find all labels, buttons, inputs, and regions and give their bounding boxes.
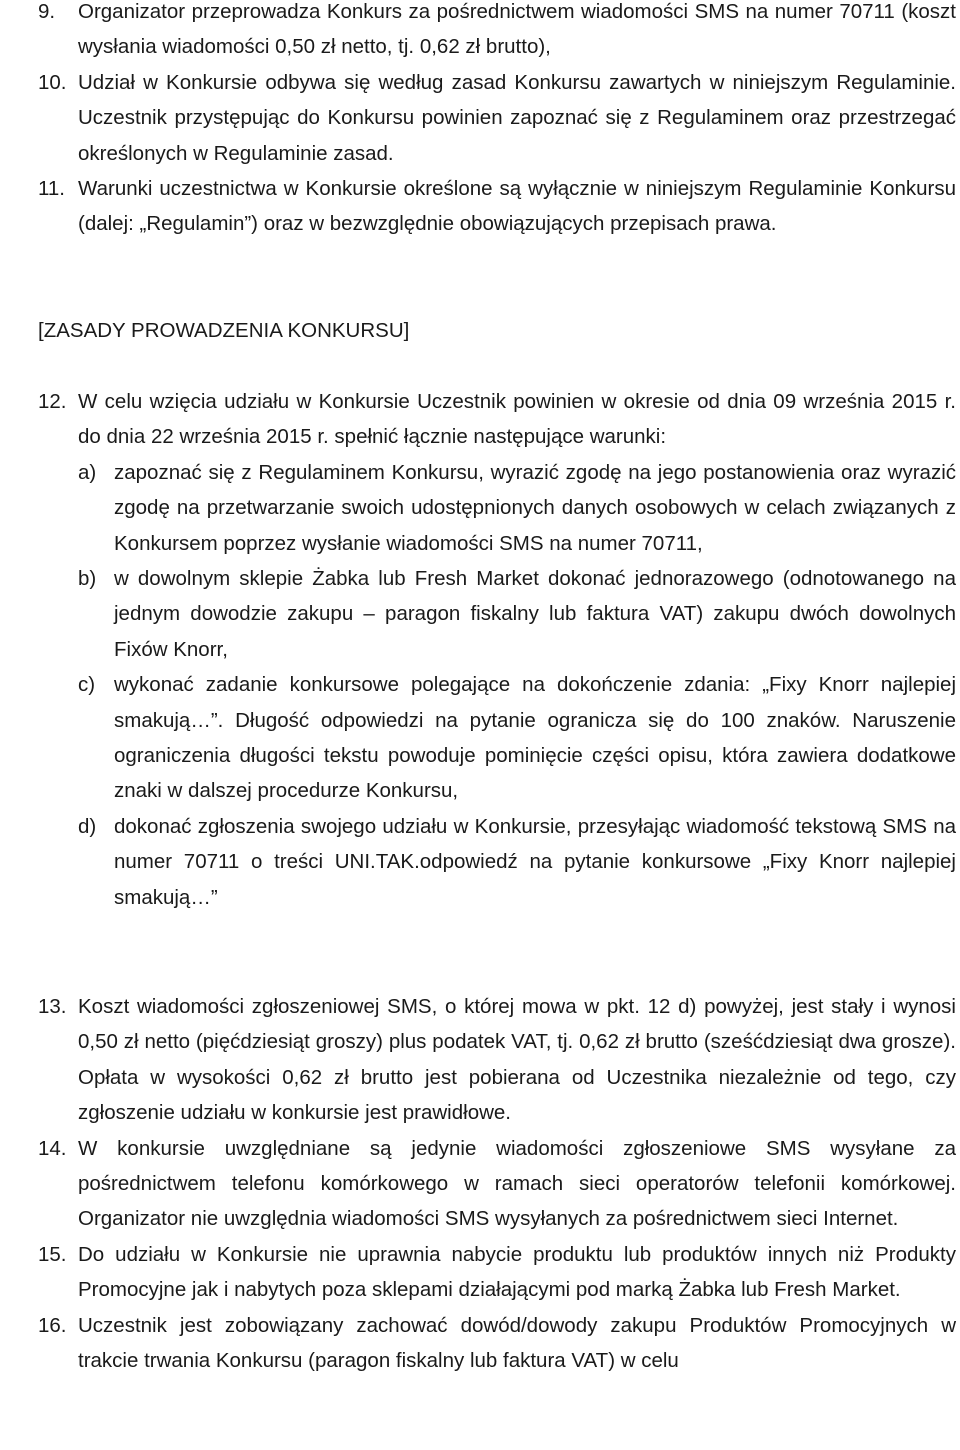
rules-list-top [38,0,956,242]
list-item [38,989,956,1131]
item-number: 13. [38,995,67,1018]
item-number: 11. [38,177,65,201]
list-item [38,171,956,242]
item-number: 10. [38,70,67,94]
sub-item-letter: a) [78,460,97,484]
list-item [38,1131,956,1237]
item-number: 14. [38,1136,67,1160]
sub-item [78,809,956,915]
item-number: 9. [38,0,56,23]
list-item [38,384,956,455]
item-text: W celu wzięcia udziału w Konkursie Uczestnik powinien w okresie od dnia 09 września 2015 r. do dnia 22 września 2015 r. spełnić łącznie następujące warunki: [78,390,956,449]
sub-item-text: zapoznać się z Regulaminem Konkursu, wyrazić zgodę na jego postanowienia oraz wyrazić zgodę na przetwarzanie swoich udostępnionych danych osobowych w celach związanych z Konkursem poprzez wysłanie wiadomości SMS na numer 70711, [114,460,956,555]
list-item [38,0,956,65]
rules-list-bottom [38,989,956,1378]
sub-item [78,561,956,667]
sub-item-text: dokonać zgłoszenia swojego udziału w Konkursie, przesyłając wiadomość tekstową SMS na numer 70711 o treści UNI.TAK.odpowiedź na pytanie konkursowe „Fixy Knorr najlepiej smakują…” [114,814,956,909]
item-number: 15. [38,1242,67,1266]
item-text: W konkursie uwzględniane są jedynie wiadomości zgłoszeniowe SMS wysyłane za pośrednictwem telefonu komórkowego w ramach sieci operatorów telefonii komórkowej. Organizator nie uwzględnia wiadomości SMS wysyłanych za pośrednictwem sieci Internet. [78,1136,956,1231]
list-item [38,1237,956,1308]
sub-item-letter: d) [78,814,97,838]
item-number: 12. [38,390,67,413]
item-number: 16. [38,1313,67,1337]
item-text: Do udziału w Konkursie nie uprawnia nabycie produktu lub produktów innych niż Produkty Promocyjne jak i nabytych poza sklepami działającymi pod marką Żabka lub Fresh Market. [78,1242,956,1302]
sub-item-text: wykonać zadanie konkursowe polegające na dokończenie zdania: „Fixy Knorr najlepiej smakują…”. Długość odpowiedzi na pytanie ogranicza się do 100 znaków. Naruszenie ograniczenia długości tekstu powoduje pominięcie części opisu, która zawiera dodatkowe znaki w dalszej procedurze Konkursu, [114,673,956,803]
sub-item [78,667,956,809]
item-text: Uczestnik jest zobowiązany zachować dowód/dowody zakupu Produktów Promocyjnych w trakcie trwania Konkursu (paragon fiskalny lub faktura VAT) w celu [78,1313,956,1373]
item-text: Organizator przeprowadza Konkurs za pośrednictwem wiadomości SMS na numer 70711 (koszt wysłania wiadomości 0,50 zł netto, tj. 0,62 zł brutto), [78,0,956,59]
rules-list-item12 [38,384,956,915]
sub-item-text: w dowolnym sklepie Żabka lub Fresh Market dokonać jednorazowego (odnotowanego na jednym dowodzie zakupu – paragon fiskalny lub faktura VAT) zakupu dwóch dowolnych Fixów Knorr, [114,567,956,661]
item-text: Udział w Konkursie odbywa się według zasad Konkursu zawartych w niniejszym Regulaminie. Uczestnik przystępując do Konkursu powinien zapoznać się z Regulaminem oraz przestrzegać określonych w Regulaminie zasad. [78,70,956,165]
item-text: Warunki uczestnictwa w Konkursie określone są wyłącznie w niniejszym Regulaminie Konkursu (dalej: „Regulamin”) oraz w bezwzględnie obowiązujących przepisach prawa. [78,177,956,236]
sub-item-letter: b) [78,567,97,591]
section-heading: [ZASADY PROWADZENIA KONKURSU] [38,319,410,342]
sub-item-letter: c) [78,673,96,697]
list-item [38,65,956,171]
sub-item [78,455,956,561]
item-text: Koszt wiadomości zgłoszeniowej SMS, o której mowa w pkt. 12 d) powyżej, jest stały i wynosi 0,50 zł netto (pięćdziesiąt groszy) plus podatek VAT, tj. 0,62 zł brutto (sześćdziesiąt dwa grosze). Opłata w wysokości 0,62 zł brutto jest pobierana od Uczestnika niezależnie od tego, czy zgłoszenie udziału w konkursie jest prawidłowe. [78,995,956,1125]
list-item [38,1308,956,1379]
